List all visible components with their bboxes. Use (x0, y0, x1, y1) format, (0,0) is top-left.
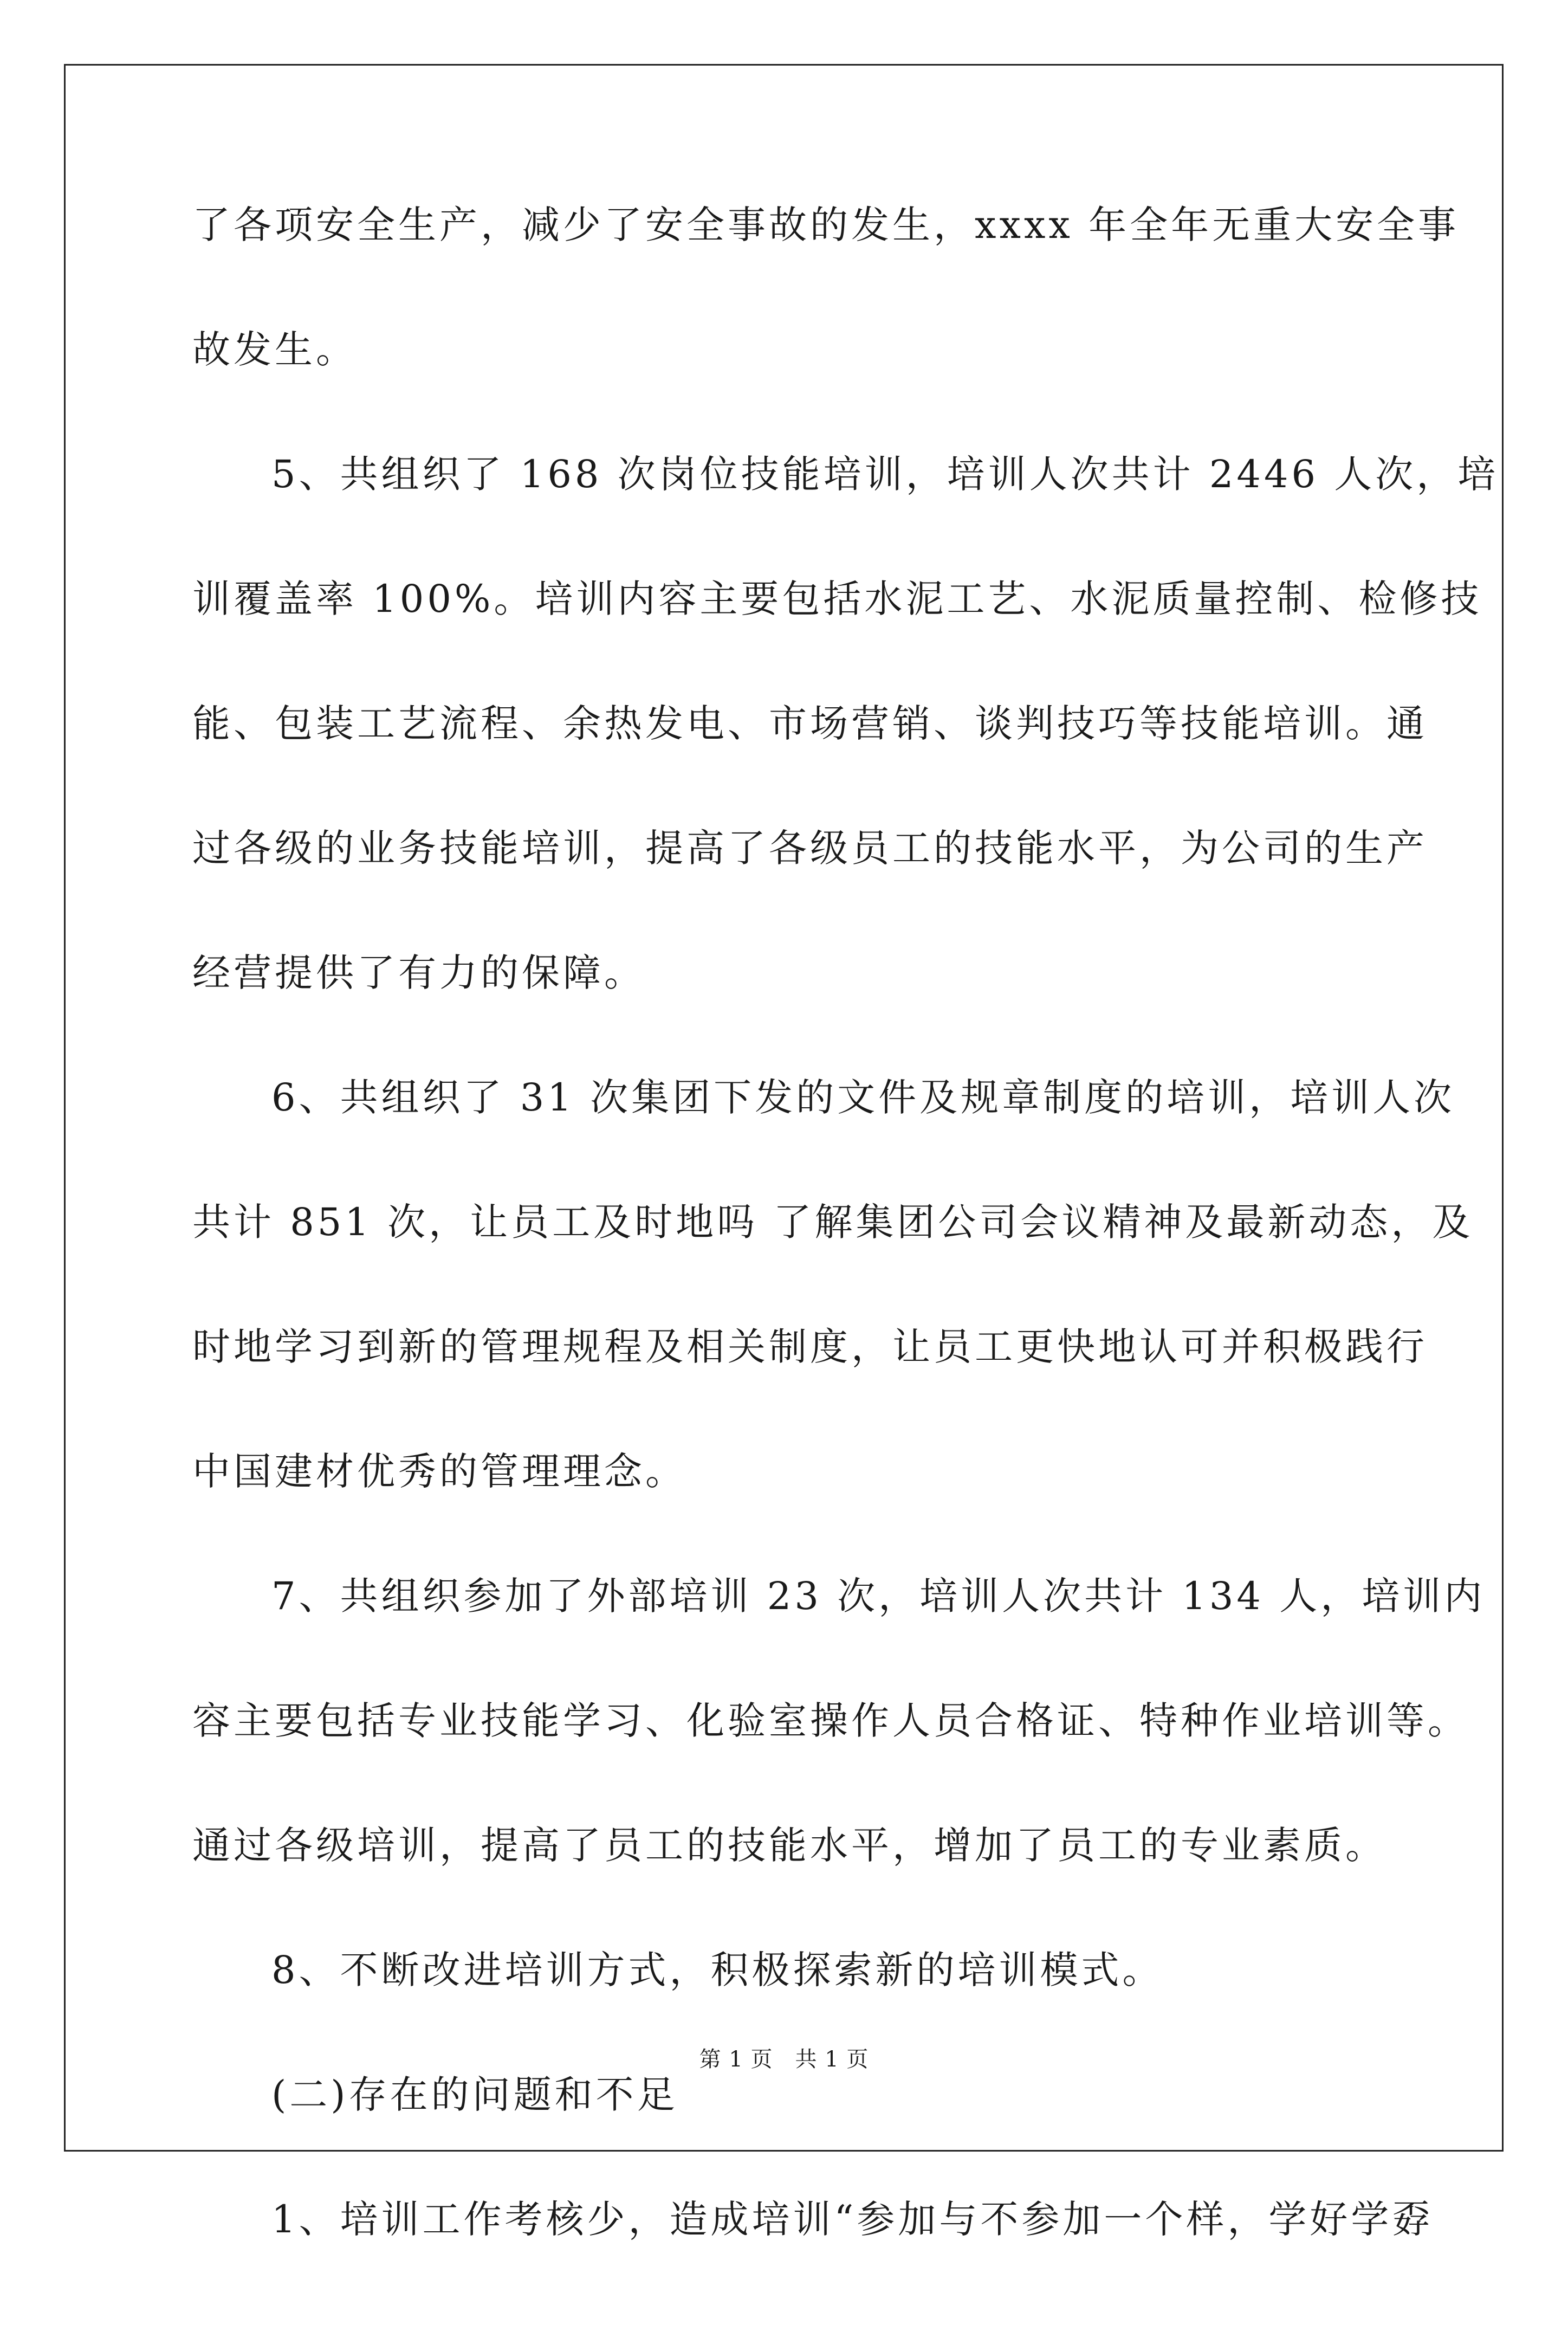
text-line: 通过各级培训，提高了员工的技能水平，增加了员工的专业素质。 (192, 1823, 1386, 1868)
text-line: 1、培训工作考核少，造成培训“参加与不参加一个样，学好学孬 (271, 2197, 1434, 2242)
text-line: 过各级的业务技能培训，提高了各级员工的技能水平，为公司的生产 (192, 826, 1428, 870)
page-number-footer: 第 1 页 共 1 页 (699, 2047, 869, 2072)
text-line: 故发生。 (192, 327, 357, 372)
text-line: 时地学习到新的管理规程及相关制度，让员工更快地认可并积极践行 (192, 1325, 1428, 1369)
text-line: 6、共组织了 31 次集团下发的文件及规章制度的培训，培训人次 (271, 1075, 1455, 1120)
document-body (192, 203, 1499, 2325)
text-line: 经营提供了有力的保障。 (192, 951, 645, 995)
text-line: 训覆盖率 100%。培训内容主要包括水泥工艺、水泥质量控制、检修技 (192, 577, 1482, 621)
text-line: 共计 851 次，让员工及时地吗 了解集团公司会议精神及最新动态，及 (192, 1200, 1474, 1244)
text-line: 8、不断改进培训方式，积极探索新的培训模式。 (271, 1948, 1164, 1992)
text-line: 7、共组织参加了外部培训 23 次，培训人次共计 134 人，培训内 (271, 1574, 1486, 1618)
text-line: 了各项安全生产，减少了安全事故的发生，xxxx 年全年无重大安全事 (192, 203, 1460, 247)
text-line: 5、共组织了 168 次岗位技能培训，培训人次共计 2446 人次，培 (271, 452, 1499, 496)
text-line: 容主要包括专业技能学习、化验室操作人员合格证、特种作业培训等。 (192, 1698, 1469, 1743)
text-line: 能、包装工艺流程、余热发电、市场营销、谈判技巧等技能培训。通 (192, 701, 1428, 746)
text-line: 中国建材优秀的管理理念。 (192, 1449, 686, 1494)
section-heading: (二)存在的问题和不足 (271, 2072, 678, 2117)
